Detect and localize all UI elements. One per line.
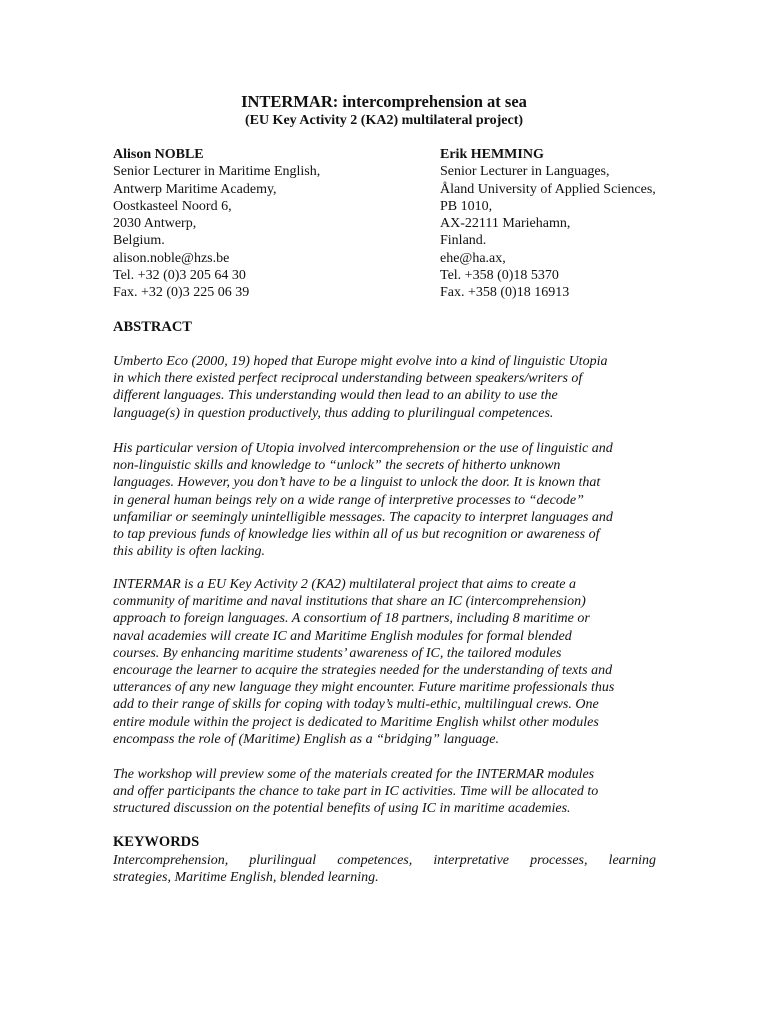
paragraph-line: approach to foreign languages. A consortium of 18 partners, including 8 maritime or — [113, 611, 590, 627]
paragraph-line: in which there existed perfect reciprocal understanding between speakers/writers of — [113, 371, 583, 387]
author-phone: Tel. +32 (0)3 205 64 30 — [113, 268, 246, 284]
paragraph-line: encompass the role of (Maritime) English as a “bridging” language. — [113, 731, 500, 747]
author-fax: Fax. +358 (0)18 16913 — [440, 285, 570, 301]
author-block-hemming — [440, 146, 740, 302]
page-subtitle: (EU Key Activity 2 (KA2) multilateral project) — [244, 113, 524, 128]
author-country: Belgium. — [113, 233, 165, 249]
keywords-line: strategies, Maritime English, blended learning. — [113, 870, 379, 886]
paragraph-line: languages. However, you don’t have to be a linguist to unlock the door. It is known that — [113, 475, 601, 491]
paragraph-line: INTERMAR is a EU Key Activity 2 (KA2) multilateral project that aims to create a — [113, 577, 576, 592]
paragraph-line: utterances of any new language they might encounter. Future maritime professionals thus — [113, 680, 615, 696]
paragraph-line: community of maritime and naval institutions that share an IC (intercomprehension) — [113, 594, 586, 610]
paragraph-line: different languages. This understanding would then lead to an ability to use the — [113, 388, 558, 404]
paragraph-line: structured discussion on the potential benefits of using IC in maritime academies. — [113, 801, 571, 817]
author-phone: Tel. +358 (0)18 5370 — [440, 268, 559, 284]
paragraph-line: His particular version of Utopia involved intercomprehension or the use of linguistic and — [113, 441, 613, 456]
paragraph-line: courses. By enhancing maritime students’ awareness of IC, the tailored modules — [113, 645, 562, 661]
abstract-heading: ABSTRACT — [113, 319, 192, 335]
paragraph-line: to tap previous funds of knowledge lies within all of us but recognition or awareness of — [113, 527, 600, 543]
page-title: INTERMAR: intercomprehension at sea — [241, 92, 527, 111]
paragraph-line: add to their range of skills for coping with today’s multi-ethic, multilingual crews. One — [113, 697, 599, 713]
author-fax: Fax. +32 (0)3 225 06 39 — [113, 285, 250, 301]
abstract-paragraph — [113, 440, 656, 560]
abstract-paragraph — [113, 576, 656, 748]
author-country: Finland. — [440, 233, 487, 249]
paragraph-line: entire module within the project is dedicated to Maritime English whilst other modules — [113, 714, 599, 730]
paragraph-line: non-linguistic skills and knowledge to “unlock” the secrets of hitherto unknown — [113, 458, 561, 474]
author-address-line: Oostkasteel Noord 6, — [113, 198, 232, 214]
keywords-heading: KEYWORDS — [113, 834, 200, 850]
author-affiliation-line: Åland University of Applied Sciences, — [440, 181, 656, 197]
author-block-noble — [113, 146, 413, 302]
author-email: alison.noble@hzs.be — [113, 250, 230, 266]
paragraph-line: in general human beings rely on a wide range of interpretive processes to “decode” — [113, 492, 584, 508]
author-affiliation-line: Antwerp Maritime Academy, — [113, 181, 277, 197]
author-affiliation-line: Senior Lecturer in Maritime English, — [113, 164, 321, 180]
abstract-paragraph — [113, 353, 656, 422]
paragraph-line: encourage the learner to acquire the strategies needed for the understanding of texts and — [113, 663, 613, 679]
author-address-line: PB 1010, — [440, 198, 493, 214]
author-name: Erik HEMMING — [440, 147, 544, 162]
paragraph-line: language(s) in question productively, thus adding to plurilingual competences. — [113, 405, 554, 421]
abstract-paragraph — [113, 766, 656, 818]
paragraph-line: Umberto Eco (2000, 19) hoped that Europe might evolve into a kind of linguistic Utopia — [113, 354, 608, 369]
keywords-list — [113, 852, 656, 886]
paragraph-line: The workshop will preview some of the materials created for the INTERMAR modules — [113, 767, 595, 782]
keywords-line: Intercomprehension, plurilingual competences, interpretative processes, learning — [113, 853, 656, 868]
author-address-line: 2030 Antwerp, — [113, 216, 197, 232]
paragraph-line: unfamiliar or seemingly unintelligible messages. The capacity to interpret languages and — [113, 509, 613, 525]
author-email: ehe@ha.ax, — [440, 250, 506, 266]
author-name: Alison NOBLE — [113, 147, 204, 162]
paragraph-line: and offer participants the chance to take part in IC activities. Time will be allocated to — [113, 784, 599, 800]
author-affiliation-line: Senior Lecturer in Languages, — [440, 164, 610, 180]
author-address-line: AX-22111 Mariehamn, — [440, 216, 571, 232]
paragraph-line: naval academies will create IC and Maritime English modules for formal blended — [113, 628, 572, 644]
paragraph-line: this ability is often lacking. — [113, 544, 266, 560]
